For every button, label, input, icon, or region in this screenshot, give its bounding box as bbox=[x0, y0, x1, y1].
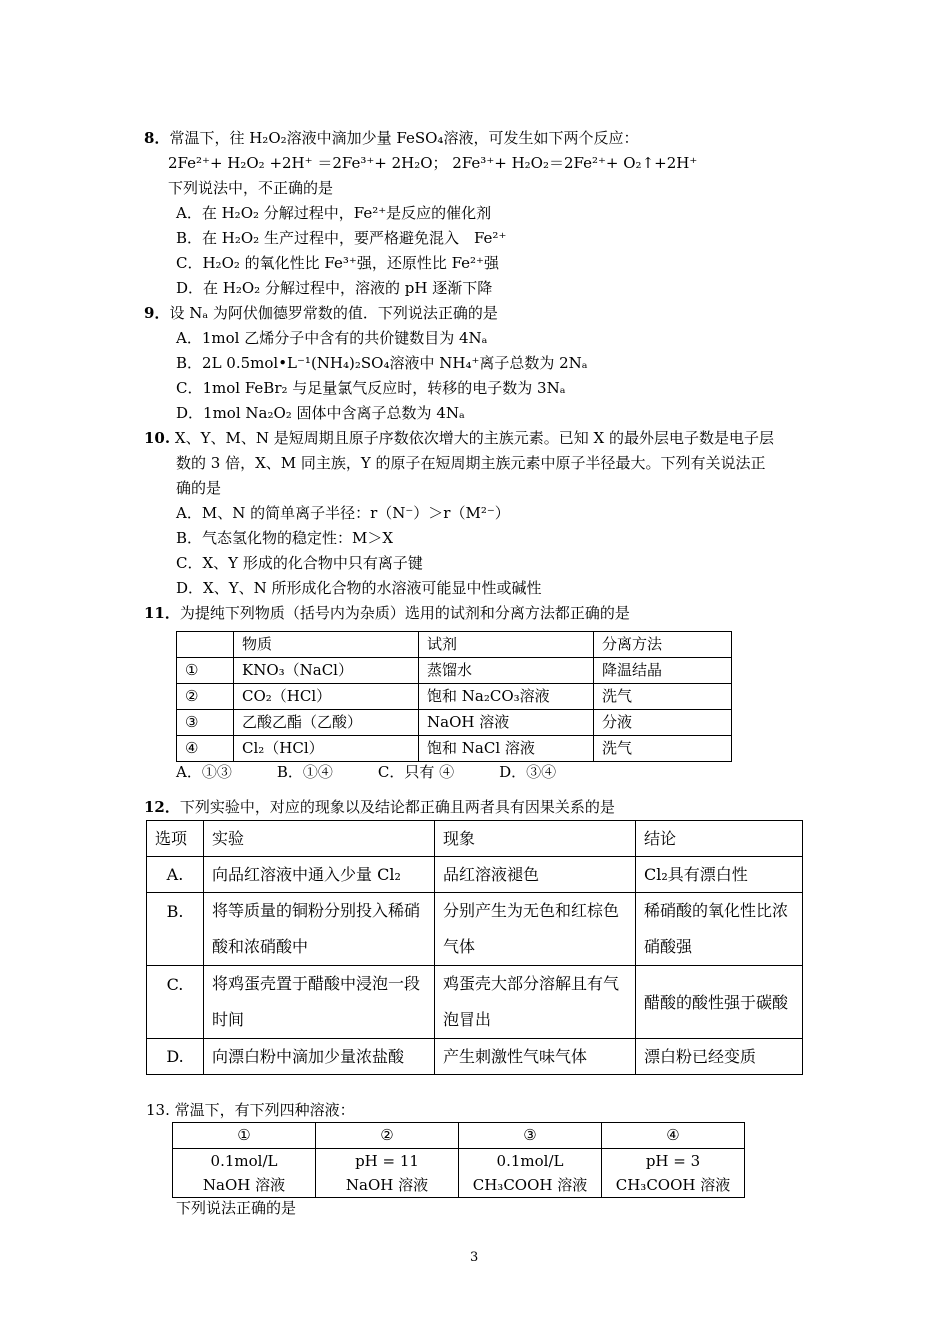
table-row bbox=[177, 710, 732, 736]
q11-cell: 饱和 NaCl 溶液 bbox=[419, 736, 594, 762]
q8-option-c: C．H₂O₂ 的氧化性比 Fe³⁺强，还原性比 Fe²⁺强 bbox=[176, 254, 499, 272]
q11-cell: ② bbox=[177, 684, 234, 710]
q11-header-cell bbox=[177, 632, 234, 658]
table-row bbox=[147, 857, 803, 893]
q12-cell: C. bbox=[147, 966, 204, 1039]
q10-option-b: B．气态氢化物的稳定性：M＞X bbox=[176, 529, 394, 547]
q11-cell: 饱和 Na₂CO₃溶液 bbox=[419, 684, 594, 710]
q11-cell: KNO₃（NaCl） bbox=[234, 658, 419, 684]
q12-cell: D. bbox=[147, 1039, 204, 1075]
table-row bbox=[177, 658, 732, 684]
table-row bbox=[147, 966, 803, 1039]
q11-header-row bbox=[177, 632, 732, 658]
q10-option-d: D．X、Y、N 所形成化合物的水溶液可能显中性或碱性 bbox=[176, 579, 542, 597]
q13-number: 13. bbox=[146, 1101, 170, 1119]
q12-header-cell: 现象 bbox=[435, 821, 636, 857]
q11-options: A．①③ B．①④ C．只有 ④ D．③④ bbox=[176, 763, 557, 781]
q13-cell: pH = 11 NaOH 溶液 bbox=[316, 1149, 459, 1198]
q13-ask: 下列说法正确的是 bbox=[176, 1199, 297, 1217]
table-row bbox=[173, 1149, 745, 1198]
q11-cell: ① bbox=[177, 658, 234, 684]
q11-header-cell: 物质 bbox=[234, 632, 419, 658]
q11-cell: ③ bbox=[177, 710, 234, 736]
q13-cell: 0.1mol/L CH₃COOH 溶液 bbox=[459, 1149, 602, 1198]
q13-header-cell: ③ bbox=[459, 1123, 602, 1149]
q10-stem-line2: 数的 3 倍，X、M 同主族，Y 的原子在短周期主族元素中原子半径最大。下列有关说法正 bbox=[176, 454, 766, 472]
q12-cell: 漂白粉已经变质 bbox=[636, 1039, 803, 1075]
page-number: 3 bbox=[470, 1250, 479, 1265]
q11-cell: ④ bbox=[177, 736, 234, 762]
q8-ask: 下列说法中，不正确的是 bbox=[168, 179, 334, 197]
q11-header-cell: 试剂 bbox=[419, 632, 594, 658]
q11-cell: CO₂（HCl） bbox=[234, 684, 419, 710]
q12-cell: 产生刺激性气味气体 bbox=[435, 1039, 636, 1075]
table-row bbox=[147, 893, 803, 966]
q13-header-row bbox=[173, 1123, 745, 1149]
q12-cell: Cl₂具有漂白性 bbox=[636, 857, 803, 893]
q11-number: 11 bbox=[144, 604, 165, 622]
q8-option-b: B．在 H₂O₂ 生产过程中，要严格避免混入 Fe²⁺ bbox=[176, 229, 507, 247]
q11-cell: 洗气 bbox=[594, 684, 732, 710]
q10-stem-line3: 确的是 bbox=[176, 479, 222, 497]
q12-cell: 鸡蛋壳大部分溶解且有气泡冒出 bbox=[435, 966, 636, 1039]
q9-option-c: C．1mol FeBr₂ 与足量氯气反应时，转移的电子数为 3Nₐ bbox=[176, 379, 566, 397]
q13-header-cell: ① bbox=[173, 1123, 316, 1149]
q11-table bbox=[176, 631, 732, 762]
q12-cell: B. bbox=[147, 893, 204, 966]
q8-number: 8 bbox=[144, 129, 155, 147]
q12-number: 12 bbox=[144, 798, 165, 816]
q8-option-d: D．在 H₂O₂ 分解过程中，溶液的 pH 逐渐下降 bbox=[176, 279, 493, 297]
q8-equation: 2Fe²⁺+ H₂O₂ +2H⁺ ＝2Fe³⁺+ 2H₂O； 2Fe³⁺+ H₂O₂＝2Fe²⁺+ O₂↑+2H⁺ bbox=[168, 154, 698, 172]
q12-cell: 稀硝酸的氧化性比浓硝酸强 bbox=[636, 893, 803, 966]
table-row bbox=[177, 684, 732, 710]
q13-cell: pH = 3 CH₃COOH 溶液 bbox=[602, 1149, 745, 1198]
q12-cell: 向漂白粉中滴加少量浓盐酸 bbox=[204, 1039, 435, 1075]
q12-cell: 将鸡蛋壳置于醋酸中浸泡一段时间 bbox=[204, 966, 435, 1039]
q11-cell: 洗气 bbox=[594, 736, 732, 762]
q10-option-a: A．M、N 的简单离子半径：r（N⁻）＞r（M²⁻） bbox=[176, 504, 510, 522]
q12-cell: 分别产生为无色和红棕色气体 bbox=[435, 893, 636, 966]
q12-cell: 向品红溶液中通入少量 Cl₂ bbox=[204, 857, 435, 893]
q9-number: 9 bbox=[144, 304, 155, 322]
q13-header-cell: ④ bbox=[602, 1123, 745, 1149]
q9-option-d: D．1mol Na₂O₂ 固体中含离子总数为 4Nₐ bbox=[176, 404, 465, 422]
q9-option-b: B．2L 0.5mol•L⁻¹(NH₄)₂SO₄溶液中 NH₄⁺离子总数为 2Nₐ bbox=[176, 354, 588, 372]
q12-table bbox=[146, 820, 803, 1075]
table-row bbox=[177, 736, 732, 762]
q9-stem: 9．设 Nₐ 为阿伏伽德罗常数的值．下列说法正确的是 bbox=[144, 304, 498, 322]
q11-stem: 11．为提纯下列物质（括号内为杂质）选用的试剂和分离方法都正确的是 bbox=[144, 604, 630, 622]
q10-option-c: C．X、Y 形成的化合物中只有离子键 bbox=[176, 554, 423, 572]
q13-table bbox=[172, 1122, 745, 1198]
q13-header-cell: ② bbox=[316, 1123, 459, 1149]
q12-header-row bbox=[147, 821, 803, 857]
q11-cell: 蒸馏水 bbox=[419, 658, 594, 684]
q8-option-a: A．在 H₂O₂ 分解过程中，Fe²⁺是反应的催化剂 bbox=[176, 204, 492, 222]
q11-header-cell: 分离方法 bbox=[594, 632, 732, 658]
q9-option-a: A．1mol 乙烯分子中含有的共价键数目为 4Nₐ bbox=[176, 329, 488, 347]
q11-cell: 分液 bbox=[594, 710, 732, 736]
q12-cell: 醋酸的酸性强于碳酸 bbox=[636, 966, 803, 1039]
q12-cell: A. bbox=[147, 857, 204, 893]
q10-stem-line1: 10. X、Y、M、N 是短周期且原子序数依次增大的主族元素。已知 X 的最外层电子数是电子层 bbox=[144, 429, 774, 447]
table-row bbox=[147, 1039, 803, 1075]
q10-number: 10 bbox=[144, 429, 165, 447]
q13-cell: 0.1mol/L NaOH 溶液 bbox=[173, 1149, 316, 1198]
q11-cell: 乙酸乙酯（乙酸） bbox=[234, 710, 419, 736]
q11-cell: Cl₂（HCl） bbox=[234, 736, 419, 762]
q12-header-cell: 结论 bbox=[636, 821, 803, 857]
q12-header-cell: 实验 bbox=[204, 821, 435, 857]
q8-stem: 8．常温下，往 H₂O₂溶液中滴加少量 FeSO₄溶液，可发生如下两个反应： bbox=[144, 129, 639, 147]
q12-cell: 品红溶液褪色 bbox=[435, 857, 636, 893]
q13-stem: 13. 常温下，有下列四种溶液： bbox=[146, 1101, 355, 1119]
q12-cell: 将等质量的铜粉分别投入稀硝酸和浓硝酸中 bbox=[204, 893, 435, 966]
q11-cell: NaOH 溶液 bbox=[419, 710, 594, 736]
q11-cell: 降温结晶 bbox=[594, 658, 732, 684]
q12-stem: 12．下列实验中，对应的现象以及结论都正确且两者具有因果关系的是 bbox=[144, 798, 615, 816]
q12-header-cell: 选项 bbox=[147, 821, 204, 857]
